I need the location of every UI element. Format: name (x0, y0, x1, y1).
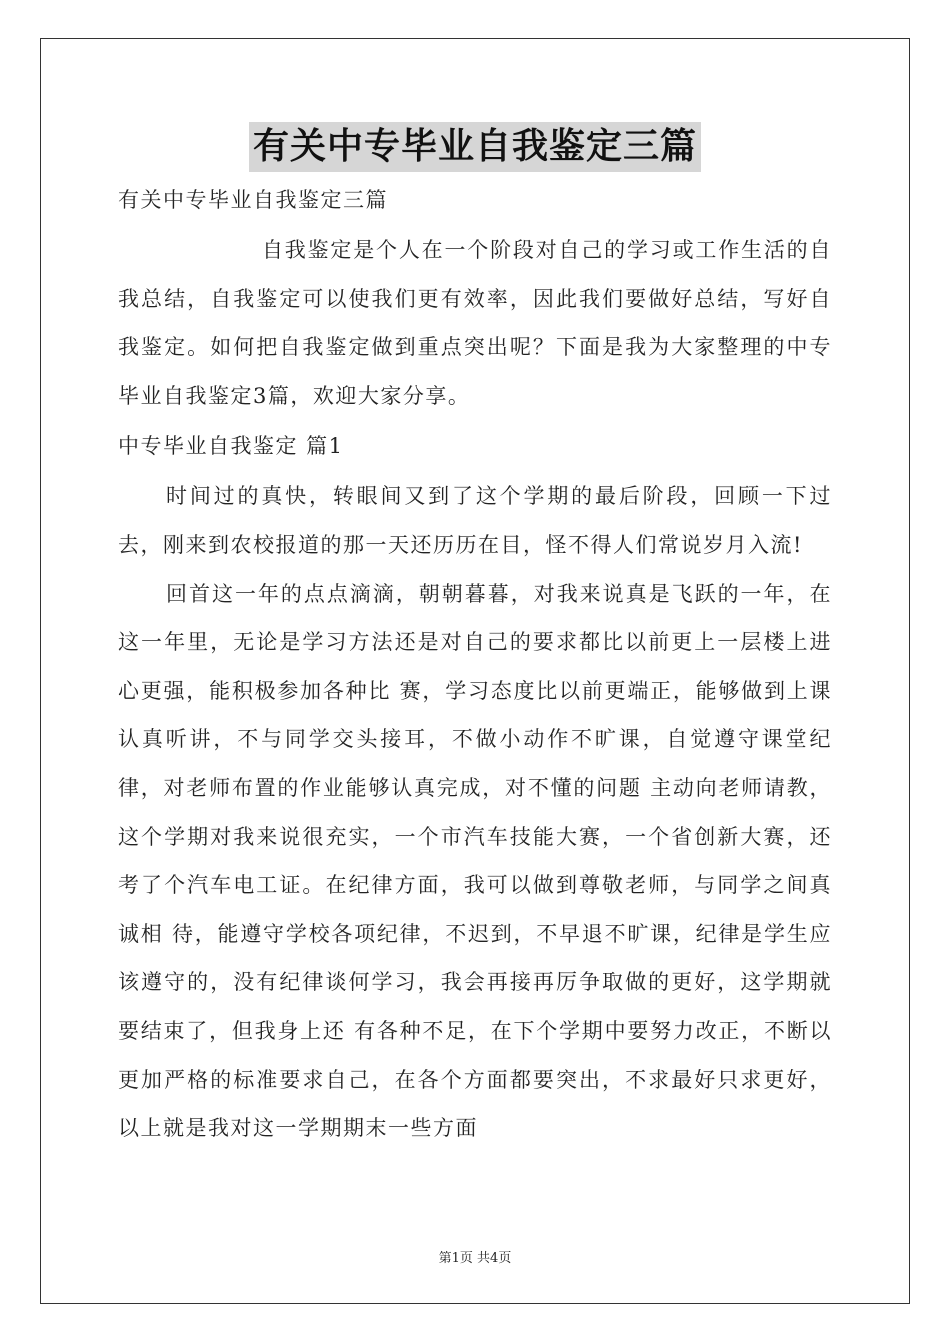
page-title: 有关中专毕业自我鉴定三篇 (249, 122, 701, 172)
body-paragraph-2: 回首这一年的点点滴滴，朝朝暮暮，对我来说真是飞跃的一年，在这一年里，无论是学习方法还是对自己的要求都比以前更上一层楼上进心更强，能积极参加各种比 赛，学习态度比以前更端正，能够做到上课认真听讲，不与同学交头接耳，不做小动作不旷课，自觉遵守课堂纪律，对老师布置的作业能够认真完成，对不懂的问题 主动向老师请教，这个学期对我来说很充实，一个市汽车技能大赛，一个省创新大赛，还考了个汽车电工证。在纪律方面，我可以做到尊敬老师，与同学之间真诚相 待，能遵守学校各项纪律，不迟到，不早退不旷课，纪律是学生应该遵守的，没有纪律谈何学习，我会再接再厉争取做的更好，这学期就要结束了，但我身上还 有各种不足，在下个学期中要努力改正，不断以更加严格的标准要求自己，在各个方面都要突出，不求最好只求更好，以上就是我对这一学期期末一些方面 (118, 581, 832, 1141)
intro-paragraph: 自我鉴定是个人在一个阶段对自己的学习或工作生活的自我总结，自我鉴定可以使我们更有效率，因此我们要做好总结，写好自我鉴定。如何把自我鉴定做到重点突出呢？下面是我为大家整理的中专毕业自我鉴定3篇，欢迎大家分享。 (118, 238, 832, 408)
page-footer: 第1页 共4页 (438, 1251, 512, 1266)
title-container (0, 122, 950, 172)
section-heading: 中专毕业自我鉴定 篇1 (118, 434, 344, 459)
subtitle: 有关中专毕业自我鉴定三篇 (118, 188, 388, 212)
document-body (118, 174, 832, 1153)
body-paragraph-1: 时间过的真快，转眼间又到了这个学期的最后阶段，回顾一下过去，刚来到农校报道的那一天还历历在目，怪不得人们常说岁月入流! (118, 484, 832, 557)
